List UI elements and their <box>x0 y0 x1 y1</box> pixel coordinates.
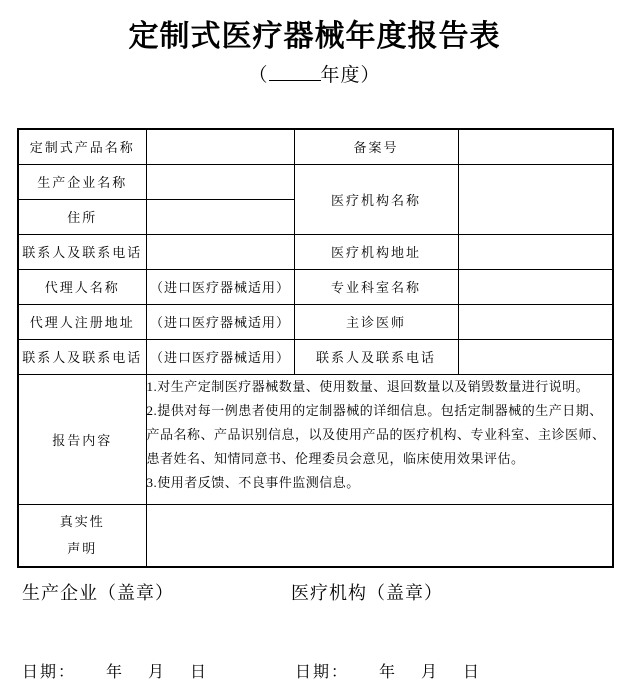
specialty-label: 专业科室名称 <box>294 269 458 304</box>
report-content-line: 患者姓名、知情同意书、伦理委员会意见，临床使用效果评估。 <box>146 450 525 466</box>
report-content-label: 报告内容 <box>18 374 146 504</box>
product-name-value-cell[interactable] <box>146 129 294 164</box>
table-row-authenticity <box>18 504 613 567</box>
institution-stamp-label: 医疗机构（盖章） <box>291 583 443 603</box>
physician-label: 主诊医师 <box>294 304 458 339</box>
authenticity-statement-value-cell[interactable] <box>146 504 613 567</box>
table-row-report-content <box>18 374 613 504</box>
form-subtitle <box>0 62 629 89</box>
manufacturer-date-line <box>22 659 208 682</box>
authenticity-label-line1: 真实性 <box>59 513 105 529</box>
table-row <box>18 339 613 374</box>
physician-value-cell[interactable] <box>458 304 613 339</box>
institution-date-line <box>295 659 481 682</box>
report-content-line: 产品名称、产品识别信息，以及使用产品的医疗机构、专业科室、主诊医师、 <box>146 426 606 442</box>
product-name-label: 定制式产品名称 <box>18 129 146 164</box>
residence-value-cell[interactable] <box>146 199 294 234</box>
institution-address-label: 医疗机构地址 <box>294 234 458 269</box>
table-row <box>18 164 613 199</box>
year-label: 年 <box>379 664 398 681</box>
report-content-line: 1.对生产定制医疗器械数量、使用数量、退回数量以及销毁数量进行说明。 <box>146 378 590 394</box>
report-content-cell <box>146 374 613 504</box>
agent-name-import-note: （进口医疗器械适用） <box>146 269 294 304</box>
month-label: 月 <box>148 664 167 681</box>
residence-label: 住所 <box>18 199 146 234</box>
form-title: 定制式医疗器械年度报告表 <box>128 20 501 53</box>
manufacturer-contact-label: 联系人及联系电话 <box>18 234 146 269</box>
manufacturer-name-label: 生产企业名称 <box>18 164 146 199</box>
institution-name-value-cell[interactable] <box>458 164 613 234</box>
authenticity-statement-label <box>18 504 146 567</box>
table-row <box>18 234 613 269</box>
report-content-line: 3.使用者反馈、不良事件监测信息。 <box>146 474 360 490</box>
table-row <box>18 304 613 339</box>
institution-address-value-cell[interactable] <box>458 234 613 269</box>
report-content-line: 2.提供对每一例患者使用的定制器械的详细信息。包括定制器械的生产日期、 <box>146 402 603 418</box>
agent-name-label: 代理人名称 <box>18 269 146 304</box>
manufacturer-name-value-cell[interactable] <box>146 164 294 199</box>
report-form-table <box>17 128 614 568</box>
manufacturer-stamp-label: 生产企业（盖章） <box>22 583 174 603</box>
year-label: 年 <box>106 664 125 681</box>
specialty-value-cell[interactable] <box>458 269 613 304</box>
subtitle-year-label: 年度） <box>320 65 381 86</box>
table-row <box>18 129 613 164</box>
subtitle-open-paren: （ <box>248 65 269 86</box>
institution-contact-value-cell[interactable] <box>458 339 613 374</box>
institution-contact-label: 联系人及联系电话 <box>294 339 458 374</box>
day-label: 日 <box>190 664 209 681</box>
record-number-value-cell[interactable] <box>458 129 613 164</box>
institution-name-label: 医疗机构名称 <box>294 164 458 234</box>
agent-contact-import-note: （进口医疗器械适用） <box>146 339 294 374</box>
month-label: 月 <box>421 664 440 681</box>
date-prefix: 日期： <box>295 664 350 681</box>
agent-address-label: 代理人注册地址 <box>18 304 146 339</box>
record-number-label: 备案号 <box>294 129 458 164</box>
year-blank-field[interactable] <box>269 62 321 81</box>
agent-contact-label: 联系人及联系电话 <box>18 339 146 374</box>
table-row <box>18 269 613 304</box>
authenticity-label-line2: 声明 <box>67 540 98 556</box>
date-prefix: 日期： <box>22 664 77 681</box>
agent-address-import-note: （进口医疗器械适用） <box>146 304 294 339</box>
manufacturer-contact-value-cell[interactable] <box>146 234 294 269</box>
day-label: 日 <box>463 664 482 681</box>
